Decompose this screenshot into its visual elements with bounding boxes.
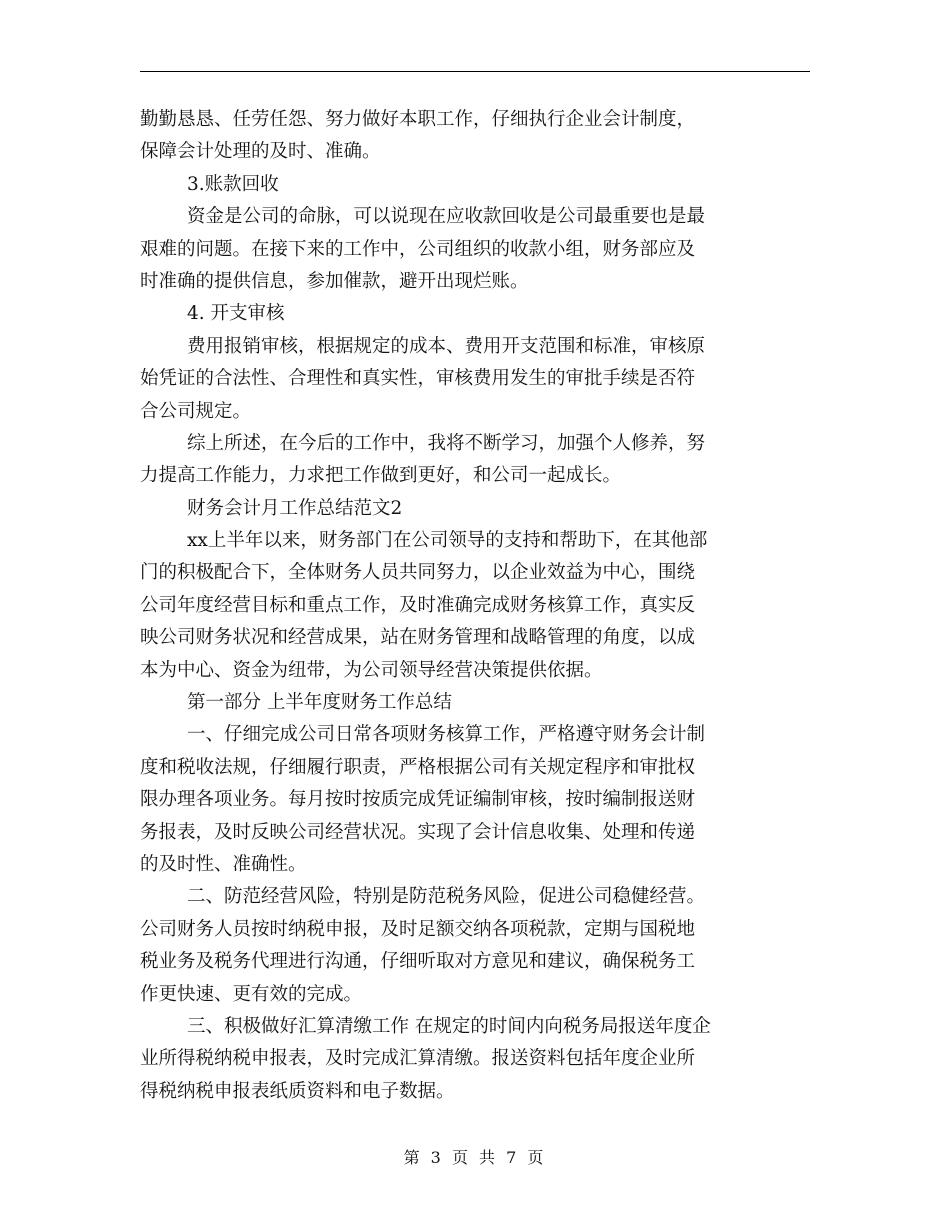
text-line: 综上所述，在今后的工作中，我将不断学习，加强个人修养，努 [187, 432, 706, 454]
text-line: 勤勤恳恳、任劳任怨、努力做好本职工作，仔细执行企业会计制度， [140, 109, 696, 130]
text-line: 艰难的问题。在接下来的工作中，公司组织的收款小组，财务部应及 [140, 238, 696, 260]
text-line: 一、仔细完成公司日常各项财务核算工作，严格遵守财务会计制 [187, 724, 706, 746]
text-line: 业所得税纳税申报表，及时完成汇算清缴。报送资料包括年度企业所 [140, 1048, 696, 1070]
text-line: 作更快速、更有效的完成。 [140, 983, 363, 1005]
text-line: 的及时性、准确性。 [140, 853, 307, 875]
text-line: 二、防范经营风险，特别是防范税务风险，促进公司稳健经营。 [187, 886, 706, 908]
text-line: 三、积极做好汇算清缴工作 在规定的时间内向税务局报送年度企 [187, 1015, 711, 1037]
text-line: 本为中心、资金为纽带，为公司领导经营决策提供依据。 [140, 659, 603, 681]
text-line: 第一部分 上半年度财务工作总结 [187, 692, 452, 714]
document-body [140, 104, 810, 1108]
text-line: 4. 开支审核 [187, 303, 285, 325]
text-line: 税业务及税务代理进行沟通，仔细听取对方意见和建议，确保税务工 [140, 951, 696, 973]
text-line: 映公司财务状况和经营成果，站在财务管理和战略管理的角度，以成 [140, 627, 696, 649]
text-line: 时准确的提供信息，参加催款，避开出现烂账。 [140, 270, 529, 292]
text-line: 财务会计月工作总结范文2 [187, 497, 403, 519]
text-line: 限办理各项业务。每月按时按质完成凭证编制审核，按时编制报送财 [140, 789, 696, 811]
text-line: 门的积极配合下，全体财务人员共同努力，以企业效益为中心，围绕 [140, 562, 696, 584]
text-line: 力提高工作能力，力求把工作做到更好，和公司一起成长。 [140, 465, 622, 487]
text-line: 始凭证的合法性、合理性和真实性，审核费用发生的审批手续是否符 [140, 368, 696, 390]
text-line: 保障会计处理的及时、准确。 [140, 141, 381, 163]
text-line: xx上半年以来，财务部门在公司领导的支持和帮助下，在其他部 [187, 530, 708, 552]
text-line: 公司年度经营目标和重点工作，及时准确完成财务核算工作，真实反 [140, 594, 696, 616]
text-line: 资金是公司的命脉，可以说现在应收款回收是公司最重要也是最 [187, 206, 706, 228]
text-line: 务报表，及时反映公司经营状况。实现了会计信息收集、处理和传递 [140, 821, 696, 843]
text-line: 度和税收法规，仔细履行职责，严格根据公司有关规定程序和审批权 [140, 756, 696, 778]
text-line: 公司财务人员按时纳税申报，及时足额交纳各项税款，定期与国税地 [140, 918, 696, 940]
text-line: 得税纳税申报表纸质资料和电子数据。 [140, 1080, 455, 1102]
text-line: 合公司规定。 [140, 400, 252, 422]
text-line: 3.账款回收 [187, 173, 279, 195]
text-line: 费用报销审核，根据规定的成本、费用开支范围和标准，审核原 [187, 335, 706, 357]
page-number: 第 3 页 共 7 页 [403, 1148, 547, 1167]
header-rule [140, 71, 810, 72]
